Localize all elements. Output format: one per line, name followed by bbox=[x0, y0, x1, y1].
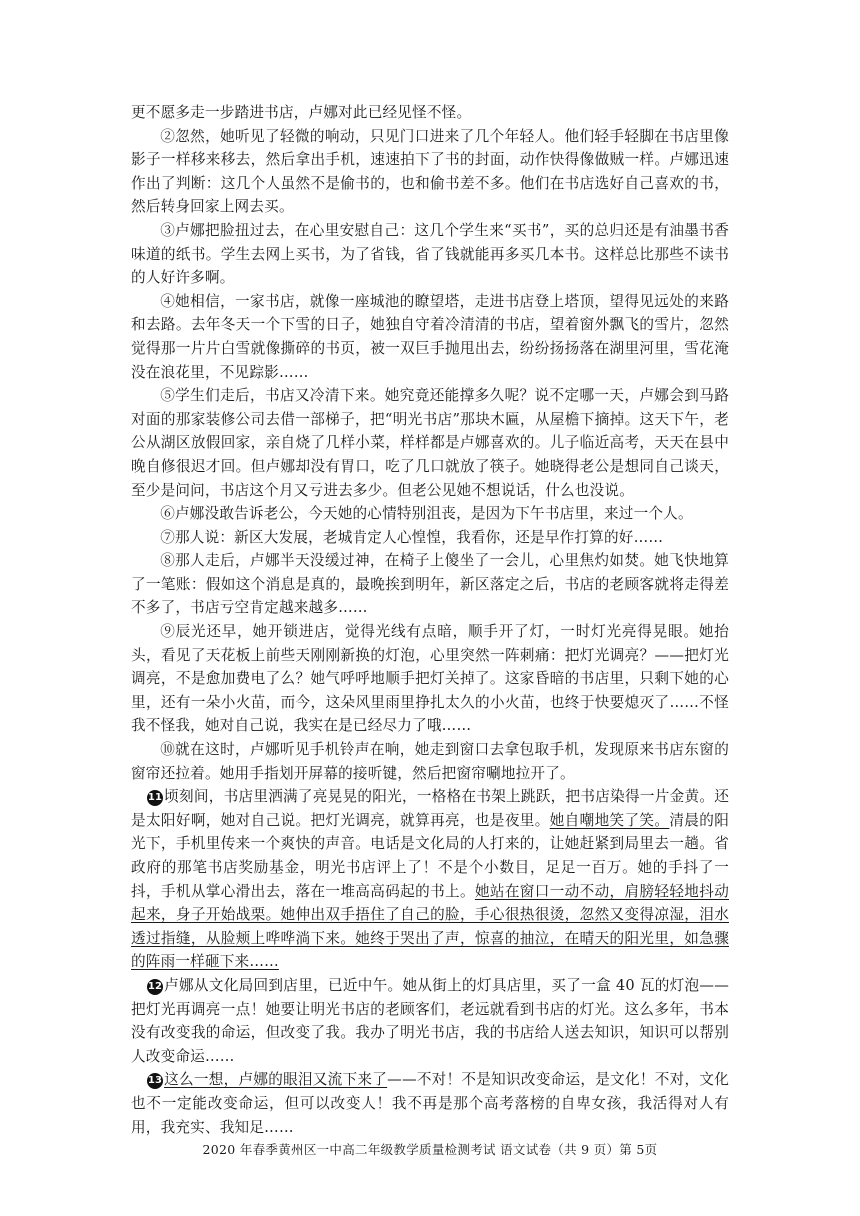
paragraph-8: ⑧那人走后，卢娜半天没缓过神，在椅子上傻坐了一会儿，心里焦灼如焚。她飞快地算了一笔账：假如这个消息是真的，最晚挨到明年，新区落定之后，书店的老顾客就将走得差不多了，书店亏空肯定越来越多…… bbox=[131, 552, 729, 617]
underlined-sentence-1: 她自嘲地笑了笑。 bbox=[549, 811, 670, 829]
reading-passage bbox=[131, 101, 729, 1139]
paragraph-number-badge-12: 12 bbox=[147, 979, 163, 995]
paragraph-11-text-b: 清晨的阳光下，手机里传来一个爽快的声音。电话是文化局的人打来的，让她赶紧到局里去一趟。省政府的那笔书店奖励基金，明光书店评上了！不是个小数目，足足一百万。她的手抖了一抖，手机从掌心滑出去，落在一堆高高码起的书上。 bbox=[131, 811, 729, 900]
paragraph-12-text: 卢娜从文化局回到店里，已近中午。她从街上的灯具店里，买了一盒 40 瓦的灯泡——把灯光再调亮一点！她要让明光书店的老顾客们，老远就看到书店的灯光。这么多年，书本没有改变我的命运，但改变了我。我办了明光书店，我的书店给人送去知识，知识可以帮别人改变命运…… bbox=[131, 976, 729, 1065]
paragraph-5: ⑤学生们走后，书店又冷清下来。她究竟还能撑多久呢？说不定哪一天，卢娜会到马路对面的那家装修公司去借一部梯子，把“明光书店”那块木匾，从屋檐下摘掉。这天下午，老公从湖区放假回家，亲自烧了几样小菜，样样都是卢娜喜欢的。儿子临近高考，天天在县中晚自修很迟才回。但卢娜却没有胃口，吃了几口就放了筷子。她晓得老公是想同自己谈天，至少是问问，书店这个月又亏进去多少。但老公见她不想说话，什么也没说。 bbox=[131, 387, 729, 499]
paragraph-12 bbox=[131, 974, 729, 1068]
paragraph-13 bbox=[131, 1068, 729, 1139]
page-footer: 2020 年春季黄州区一中高二年级教学质量检测考试 语文试卷（共 9 页）第 5页 bbox=[202, 1142, 658, 1157]
paragraph-number-badge-13: 13 bbox=[147, 1073, 163, 1089]
paragraph-10: ⑩就在这时，卢娜听见手机铃声在响，她走到窗口去拿包取手机，发现原来书店东窗的窗帘还拉着。她用手指划开屏幕的接听键，然后把窗帘唰地拉开了。 bbox=[131, 741, 729, 782]
paragraph-number-badge-11: 11 bbox=[147, 790, 163, 806]
paragraph-11 bbox=[131, 785, 729, 974]
paragraph-6: ⑥卢娜没敢告诉老公，今天她的心情特别沮丧，是因为下午书店里，来过一个人。 bbox=[160, 505, 693, 523]
underlined-sentence-3: 这么一想，卢娜的眼泪又流下来了 bbox=[164, 1071, 388, 1089]
paragraph-4: ④她相信，一家书店，就像一座城池的瞭望塔，走进书店登上塔顶，望得见远处的来路和去路。去年冬天一个下雪的日子，她独自守着冷清清的书店，望着窗外飘飞的雪片，忽然觉得那一片片白雪就像撕碎的书页，被一双巨手抛甩出去，纷纷扬扬落在湖里河里，雪花淹没在浪花里，不见踪影…… bbox=[131, 292, 729, 381]
paragraph-13-text: ——不对！不是知识改变命运，是文化！不对，文化也不一定能改变命运，但可以改变人！我不再是那个高考落榜的自卑女孩，我活得对人有用，我充实、我知足…… bbox=[131, 1071, 729, 1136]
underlined-sentence-2: 她站在窗口一动不动，肩膀轻轻地抖动起来，身子开始战栗。她伸出双手捂住了自己的脸，手心很热很烫，忽然又变得凉湿，泪水透过指缝，从脸颊上哗哗淌下来。她终于哭出了声，惊喜的抽泣，在晴天的阳光里，如急骤的阵雨一样砸下来…… bbox=[131, 882, 729, 971]
paragraph-1-continued: 更不愿多走一步踏进书店，卢娜对此已经见怪不怪。 bbox=[131, 104, 472, 121]
paragraph-11-text-a: 顷刻间，书店里洒满了亮晃晃的阳光，一格格在书架上跳跃，把书店染得一片金黄。还是太阳好啊，她对自己说。把灯光调亮，就算再亮，也是夜里。 bbox=[131, 788, 729, 829]
paragraph-3: ③卢娜把脸扭过去，在心里安慰自己：这几个学生来“买书”，买的总归还是有油墨书香味道的纸书。学生去网上买书，为了省钱，省了钱就能再多买几本书。这样总比那些不读书的人好许多啊。 bbox=[131, 221, 729, 287]
paragraph-9: ⑨辰光还早，她开锁进店，觉得光线有点暗，顺手开了灯，一时灯光亮得晃眼。她抬头，看见了天花板上前些天刚刚新换的灯泡，心里突然一阵刺痛：把灯光调亮？——把灯光调亮，不是愈加费电了么？她气呼呼地顺手把灯关掉了。这家昏暗的书店里，只剩下她的心里，还有一朵小火苗，而今，这朵风里雨里挣扎太久的小火苗，也终于快要熄灭了……不怪我不怪我，她对自己说，我实在是已经尽力了哦…… bbox=[131, 623, 729, 735]
paragraph-7: ⑦那人说：新区大发展，老城肯定人心惶惶，我看你，还是早作打算的好…… bbox=[160, 528, 664, 546]
paragraph-2: ②忽然，她听见了轻微的响动，只见门口进来了几个年轻人。他们轻手轻脚在书店里像影子一样移来移去，然后拿出手机，速速拍下了书的封面，动作快得像做贼一样。卢娜迅速作出了判断：这几个人虽然不是偷书的，也和偷书差不多。他们在书店选好自己喜欢的书，然后转身回家上网去买。 bbox=[131, 127, 729, 216]
